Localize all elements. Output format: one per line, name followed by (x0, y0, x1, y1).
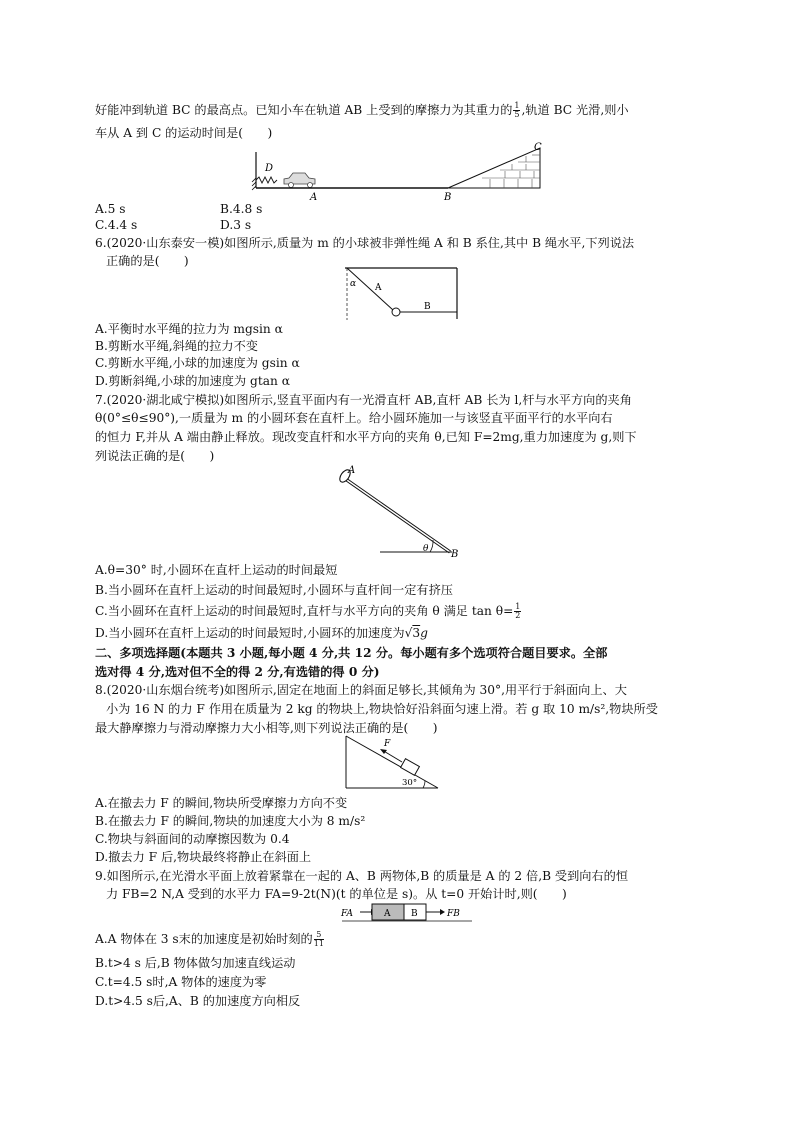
q5-options-row1 (95, 201, 263, 217)
q9-option-a-text: A.A 物体在 3 s末的加速度是初始时刻的 (95, 932, 313, 946)
q7-stem-line1: 7.(2020·湖北咸宁模拟)如图所示,竖直平面内有一光滑直杆 AB,直杆 AB 长为 l,杆与水平方向的夹角 (95, 393, 632, 407)
q6-rope-figure (337, 264, 462, 324)
q9-label-a: A (384, 909, 391, 919)
q8-label-f: F (384, 739, 391, 749)
q5-track-figure (250, 140, 550, 206)
q5-label-c: C (534, 142, 542, 153)
q6-stem-line1: 6.(2020·山东泰安一模)如图所示,质量为 m 的小球被非弹性绳 A 和 B 系住,其中 B 绳水平,下列说法 (95, 236, 635, 250)
q5-option-b[interactable]: B.4.8 s (220, 202, 263, 216)
q8-label-angle: 30° (402, 778, 418, 788)
q5-options-row2 (95, 217, 252, 233)
q6-option-b[interactable]: B.剪断水平绳,斜绳的拉力不变 (95, 339, 258, 353)
q7-label-a: A (348, 465, 356, 476)
section2-heading-line2: 选对得 4 分,选对但不全的得 2 分,有选错的得 0 分) (95, 665, 380, 679)
q5-option-c[interactable]: C.4.4 s (95, 218, 138, 232)
q9-option-a[interactable] (95, 931, 325, 948)
q7-option-d[interactable] (95, 625, 428, 641)
q9-stem-line1: 9.如图所示,在光滑水平面上放着紧靠在一起的 A、B 两物体,B 的质量是 A 的 2 倍,B 受到向右的恒 (95, 869, 629, 883)
q8-stem-line2: 小为 16 N 的力 F 作用在质量为 2 kg 的物块上,物块恰好沿斜面匀速上滑。若 g 取 10 m/s²,物块所受 (106, 702, 658, 716)
q9-option-d[interactable]: D.t>4.5 s后,A、B 的加速度方向相反 (95, 994, 301, 1008)
sqrt-symbol: √ (404, 626, 413, 640)
q5-label-b: B (444, 192, 452, 203)
q7-option-c-text: C.当小圆环在直杆上运动的时间最短时,直杆与水平方向的夹角 θ 满足 tan θ= (95, 604, 514, 618)
q7-option-d-radicand: 3 (412, 626, 421, 640)
q5-stem-text-a: 好能冲到轨道 BC 的最高点。已知小车在轨道 AB 上受到的摩擦力为其重力的 (95, 103, 513, 117)
q6-stem-line2: 正确的是( ) (106, 254, 189, 268)
q8-option-c[interactable]: C.物块与斜面间的动摩擦因数为 0.4 (95, 832, 290, 846)
q7-rod-figure (330, 460, 470, 560)
q5-option-d[interactable]: D.3 s (220, 218, 252, 232)
q9-stem-line2: 力 FB=2 N,A 受到的水平力 FA=9-2t(N)(t 的单位是 s)。从 t=0 开始计时,则( ) (106, 887, 567, 901)
q5-label-d: D (265, 163, 274, 174)
q7-label-theta: θ (423, 544, 429, 554)
q9-option-a-fraction: $\frac{5}{11}$ (313, 930, 324, 948)
q9-blocks-figure (338, 902, 478, 924)
q7-option-d-unit: g (420, 626, 428, 640)
q8-incline-figure (340, 732, 450, 792)
q7-option-c[interactable] (95, 603, 522, 620)
q5-label-a: A (310, 192, 318, 203)
q7-option-d-text: D.当小圆环在直杆上运动的时间最短时,小圆环的加速度为 (95, 626, 405, 640)
q6-label-alpha: α (350, 279, 357, 289)
q8-option-b[interactable]: B.在撤去力 F 的瞬间,物块的加速度大小为 8 m/s² (95, 814, 366, 828)
q9-label-fb: FB (447, 909, 460, 919)
q8-stem-line1: 8.(2020·山东烟台统考)如图所示,固定在地面上的斜面足够长,其倾角为 30°,用平行于斜面向上、大 (95, 683, 627, 697)
q8-option-d[interactable]: D.撤去力 F 后,物块最终将静止在斜面上 (95, 850, 312, 864)
q9-option-b[interactable]: B.t>4 s 后,B 物体做匀加速直线运动 (95, 956, 296, 970)
q6-option-d[interactable]: D.剪断斜绳,小球的加速度为 gtan α (95, 374, 290, 388)
q9-label-b: B (411, 909, 418, 919)
q5-stem-line2: 车从 A 到 C 的运动时间是( ) (95, 126, 273, 140)
q7-stem-line3: 的恒力 F,并从 A 端由静止释放。现改变直杆和水平方向的夹角 θ,已知 F=2mg,重力加速度为 g,则下 (95, 430, 637, 444)
q6-label-b: B (424, 302, 431, 312)
q6-label-a: A (375, 283, 382, 293)
q5-fraction: $\frac{1}{5}$ (514, 101, 520, 119)
q7-stem-line4: 列说法正确的是( ) (95, 449, 215, 463)
q8-option-a[interactable]: A.在撤去力 F 的瞬间,物块所受摩擦力方向不变 (95, 796, 348, 810)
q9-option-c[interactable]: C.t=4.5 s时,A 物体的速度为零 (95, 975, 267, 989)
q6-option-a[interactable]: A.平衡时水平绳的拉力为 mgsin α (95, 322, 283, 336)
q6-option-c[interactable]: C.剪断水平绳,小球的加速度为 gsin α (95, 356, 300, 370)
q9-label-fa: FA (341, 909, 353, 919)
q5-stem-line1 (95, 102, 629, 119)
q7-option-b[interactable]: B.当小圆环在直杆上运动的时间最短时,小圆环与直杆间一定有挤压 (95, 583, 453, 597)
q8-stem-line3: 最大静摩擦力与滑动摩擦力大小相等,则下列说法正确的是( ) (95, 721, 438, 735)
q5-stem-text-b: ,轨道 BC 光滑,则小 (521, 103, 629, 117)
q7-option-c-fraction: $\frac{1}{2}$ (515, 602, 521, 620)
q7-label-b: B (451, 549, 459, 560)
q7-stem-line2: θ(0°≤θ≤90°),一质量为 m 的小圆环套在直杆上。给小圆环施加一与该竖直平面平行的水平向右 (95, 411, 613, 425)
q7-option-a[interactable]: A.θ=30° 时,小圆环在直杆上运动的时间最短 (95, 563, 338, 577)
q5-option-a[interactable]: A.5 s (95, 202, 126, 216)
section2-heading-line1: 二、多项选择题(本题共 3 小题,每小题 4 分,共 12 分。每小题有多个选项符合题目要求。全部 (95, 646, 608, 660)
